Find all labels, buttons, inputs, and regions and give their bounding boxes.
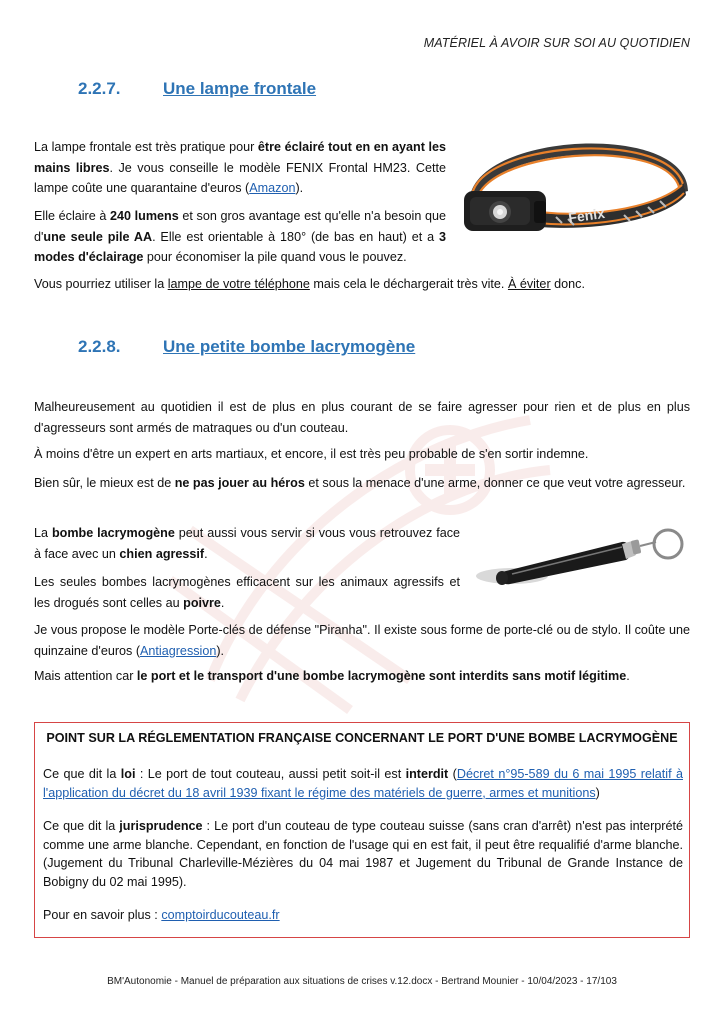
spray-paragraph-5 [34, 572, 460, 613]
text: Ce que dit la [43, 819, 120, 833]
lamp-paragraph-2 [34, 206, 446, 268]
text: : Le port de tout couteau, aussi petit soit-il est [135, 767, 406, 781]
spray-paragraph-3 [34, 473, 690, 494]
antiagression-link[interactable]: Antiagression [140, 643, 217, 658]
text: peut aussi vous servir si vous vous retrouvez face à face avec un [34, 526, 461, 561]
text: Les seules bombes lacrymogènes efficacent sur les animaux agressifs et les drogués sont celles au [34, 575, 460, 610]
text: donc. [550, 277, 585, 291]
comptoirducouteau-link[interactable]: comptoirducouteau.fr [161, 908, 280, 922]
headlamp-image [456, 113, 692, 248]
underlined-text: lampe de votre téléphone [167, 277, 310, 291]
amazon-link[interactable]: Amazon [249, 181, 296, 195]
fenix-brand-logo: Fenix [567, 204, 606, 226]
bold-text: le port et le transport d'une bombe lacrymogène sont interdits sans motif légitime [136, 669, 627, 683]
text: . [626, 669, 630, 683]
text: mais cela le déchargerait très vite. [309, 277, 508, 291]
regulation-law-paragraph [43, 765, 683, 802]
bold-text: être éclairé tout en en ayant les mains libres [34, 140, 446, 175]
section-heading-spray [78, 337, 415, 357]
text: Mais attention car [34, 669, 137, 683]
text: : Le port d'un couteau de type couteau suisse (sans cran d'arrêt) n'est pas interprété comme une arme blanche. Cependant, en fonction de l'usage qui en est fait, il peut être requalifié d'arme blanche. (Jugement du Tribunal Charleville-Mézières du 04 mai 1987 et Jugement du Tribunal de Grande Instance de Bobigny du 02 mai 1995). [43, 819, 683, 889]
bold-text: loi [120, 767, 136, 781]
decree-link[interactable]: Décret n°95-589 du 6 mai 1995 relatif à l'application du décret du 18 avril 1939 fixant le régime des matériels de guerre, armes et munitions [43, 767, 683, 800]
bold-text: jurisprudence [119, 819, 203, 833]
section-number: 2.2.8. [78, 337, 121, 356]
spray-paragraph-6 [34, 620, 690, 661]
bold-text: une seule pile AA [43, 229, 153, 244]
regulation-box [34, 722, 690, 938]
section-title[interactable]: Une petite bombe lacrymogène [163, 337, 416, 356]
text: Pour en savoir plus : [43, 908, 162, 922]
text: Ce que dit la [43, 767, 121, 781]
spray-paragraph-2: À moins d'être un expert en arts martiaux, et encore, il est très peu probable de s'en sortir indemne. [34, 447, 589, 461]
bold-text: 3 modes d'éclairage [34, 229, 446, 264]
section-title[interactable]: Une lampe frontale [163, 79, 317, 98]
text: Vous pourriez utiliser la [34, 277, 168, 291]
underlined-text: À éviter [507, 277, 551, 291]
bold-text: poivre [183, 595, 221, 610]
text: ) [595, 785, 600, 800]
text: ). [295, 181, 304, 195]
text: . [204, 546, 208, 561]
text: et sous la menace d'une arme, donner ce que veut votre agresseur. [304, 476, 686, 490]
bold-text: chien agressif [119, 546, 205, 561]
spray-paragraph-4 [34, 523, 460, 564]
text: ( [448, 767, 457, 781]
regulation-jurisprudence-paragraph [43, 817, 683, 891]
running-header: MATÉRIEL À AVOIR SUR SOI AU QUOTIDIEN [423, 36, 690, 50]
text: Bien sûr, le mieux est de [34, 476, 175, 490]
pepper-spray-keychain-image [472, 520, 694, 595]
text: Je vous propose le modèle Porte-clés de défense "Piranha". Il existe sous forme de porte-clé ou de stylo. Il coûte une quinzaine d'euros ( [34, 623, 690, 658]
section-number: 2.2.7. [78, 79, 121, 98]
text: et son gros avantage est qu'elle n'a besoin que d' [34, 209, 446, 244]
regulation-more-info-paragraph [43, 906, 683, 925]
bold-text: 240 lumens [110, 209, 179, 223]
bold-text: bombe lacrymogène [51, 526, 175, 540]
text: ). [216, 643, 225, 658]
text: . Je vous conseille le modèle FENIX Frontal HM23. Cette lampe coûte une quarantaine d'euros ( [34, 160, 446, 195]
section-heading-lamp [78, 79, 316, 99]
text: . Elle est orientable à 180° (de bas en haut) et a [152, 229, 439, 244]
lamp-paragraph-3 [34, 274, 690, 295]
text: La [34, 526, 52, 540]
bold-text: interdit [405, 767, 449, 781]
text: pour économiser la pile quand vous le pouvez. [143, 250, 407, 264]
spray-paragraph-1: Malheureusement au quotidien il est de plus en plus courant de se faire agresser pour rien et de plus en plus d'agresseurs sont armés de matraques ou d'un couteau. [34, 400, 690, 435]
text: Elle éclaire à [34, 209, 111, 223]
bold-text: ne pas jouer au héros [174, 476, 305, 490]
text: La lampe frontale est très pratique pour [34, 140, 258, 154]
lamp-paragraph-1 [34, 137, 446, 199]
text: . [220, 595, 225, 610]
spray-paragraph-7 [34, 666, 690, 687]
regulation-box-title: POINT SUR LA RÉGLEMENTATION FRANÇAISE CONCERNANT LE PORT D'UNE BOMBE LACRYMOGÈNE [46, 731, 678, 745]
page-footer: BM'Autonomie - Manuel de préparation aux situations de crises v.12.docx - Bertrand Mounier - 10/04/2023 - 17/103 [107, 976, 617, 987]
